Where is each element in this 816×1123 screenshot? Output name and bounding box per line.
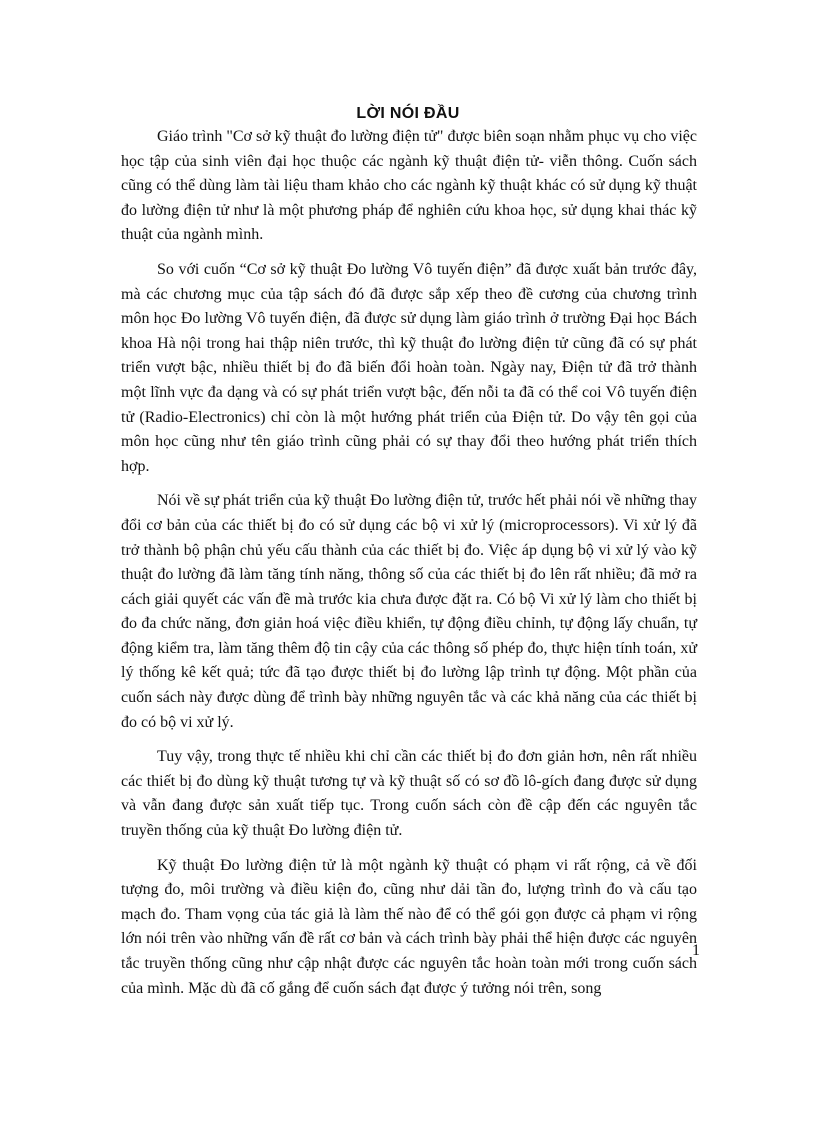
page-number: 1 xyxy=(692,942,700,959)
paragraph-2: So với cuốn “Cơ sở kỹ thuật Đo lường Vô tuyến điện” đã được xuất bản trước đây, mà các chương mục của tập sách đó đã được sắp xếp theo đề cương của chương trình môn học Đo lường Vô tuyến điện, đã được sử dụng làm giáo trình ở trường Đại học Bách khoa Hà nội trong hai thập niên trước, thì kỹ thuật đo lường điện tử cũng đã có sự phát triển vượt bậc, nhiều thiết bị đo đã biến đổi hoàn toàn. Ngày nay, Điện tử đã trở thành một lĩnh vực đa dạng và có sự phát triển vượt bậc, đến nỗi ta đã có thể coi Vô tuyến điện tử (Radio-Electronics) chỉ còn là một hướng phát triển của Điện tử. Do vậy tên gọi của môn học cũng như tên giáo trình cũng phải có sự thay đổi theo hướng phát triển thích hợp. xyxy=(121,260,697,475)
paragraph-4: Tuy vậy, trong thực tế nhiều khi chỉ cần các thiết bị đo đơn giản hơn, nên rất nhiều các thiết bị đo dùng kỹ thuật tương tự và kỹ thuật số có sơ đồ lô-gích đang được sử dụng và vẫn đang được sản xuất tiếp tục. Trong cuốn sách còn đề cập đến các nguyên tắc truyền thống của kỹ thuật Đo lường điện tử. xyxy=(121,748,697,840)
page-title: LỜI NÓI ĐẦU xyxy=(356,105,460,122)
paragraph-5: Kỹ thuật Đo lường điện tử là một ngành kỹ thuật có phạm vi rất rộng, cả về đối tượng đo, môi trường và điều kiện đo, cũng như dải tần đo, lượng trình đo và cấu tạo mạch đo. Tham vọng của tác giả là làm thế nào để có thể gói gọn được cả phạm vi rộng lớn nói trên vào những vấn đề rất cơ bản và cách trình bày phải thể hiện được các nguyên tắc truyền thống cũng như cập nhật được các nguyên tắc hoàn toàn mới trong cuốn sách của mình. Mặc dù đã cố gắng để cuốn sách đạt được ý tưởng nói trên, song xyxy=(121,856,697,997)
body-text xyxy=(121,125,697,1011)
paragraph-1: Giáo trình "Cơ sở kỹ thuật đo lường điện tử" được biên soạn nhằm phục vụ cho việc học tập của sinh viên đại học thuộc các ngành kỹ thuật điện tử- viễn thông. Cuốn sách cũng có thể dùng làm tài liệu tham khảo cho các ngành kỹ thuật khác có sử dụng kỹ thuật đo lường điện tử như là một phương pháp để nghiên cứu khoa học, sử dụng khai thác kỹ thuật của ngành mình. xyxy=(121,128,697,244)
paragraph-3: Nói về sự phát triển của kỹ thuật Đo lường điện tử, trước hết phải nói về những thay đổi cơ bản của các thiết bị đo có sử dụng các bộ vi xử lý (microprocessors). Vi xử lý đã trở thành bộ phận chủ yếu cấu thành của các thiết bị đo. Việc áp dụng bộ vi xử lý vào kỹ thuật đo lường đã làm tăng tính năng, thông số của các thiết bị đo lên rất nhiều; đã mở ra cách giải quyết các vấn đề mà trước kia chưa được đặt ra. Có bộ Vi xử lý làm cho thiết bị đo đa chức năng, đơn giản hoá việc điều khiển, tự động điều chỉnh, tự động lấy chuẩn, tự động kiểm tra, làm tăng thêm độ tin cậy của các thông số phép đo, thực hiện tính toán, xử lý thống kê kết quả; tức đã tạo được thiết bị đo lường lập trình tự động. Một phần của cuốn sách này được dùng để trình bày những nguyên tắc và các khả năng của các thiết bị đo có bộ vi xử lý. xyxy=(121,492,697,731)
